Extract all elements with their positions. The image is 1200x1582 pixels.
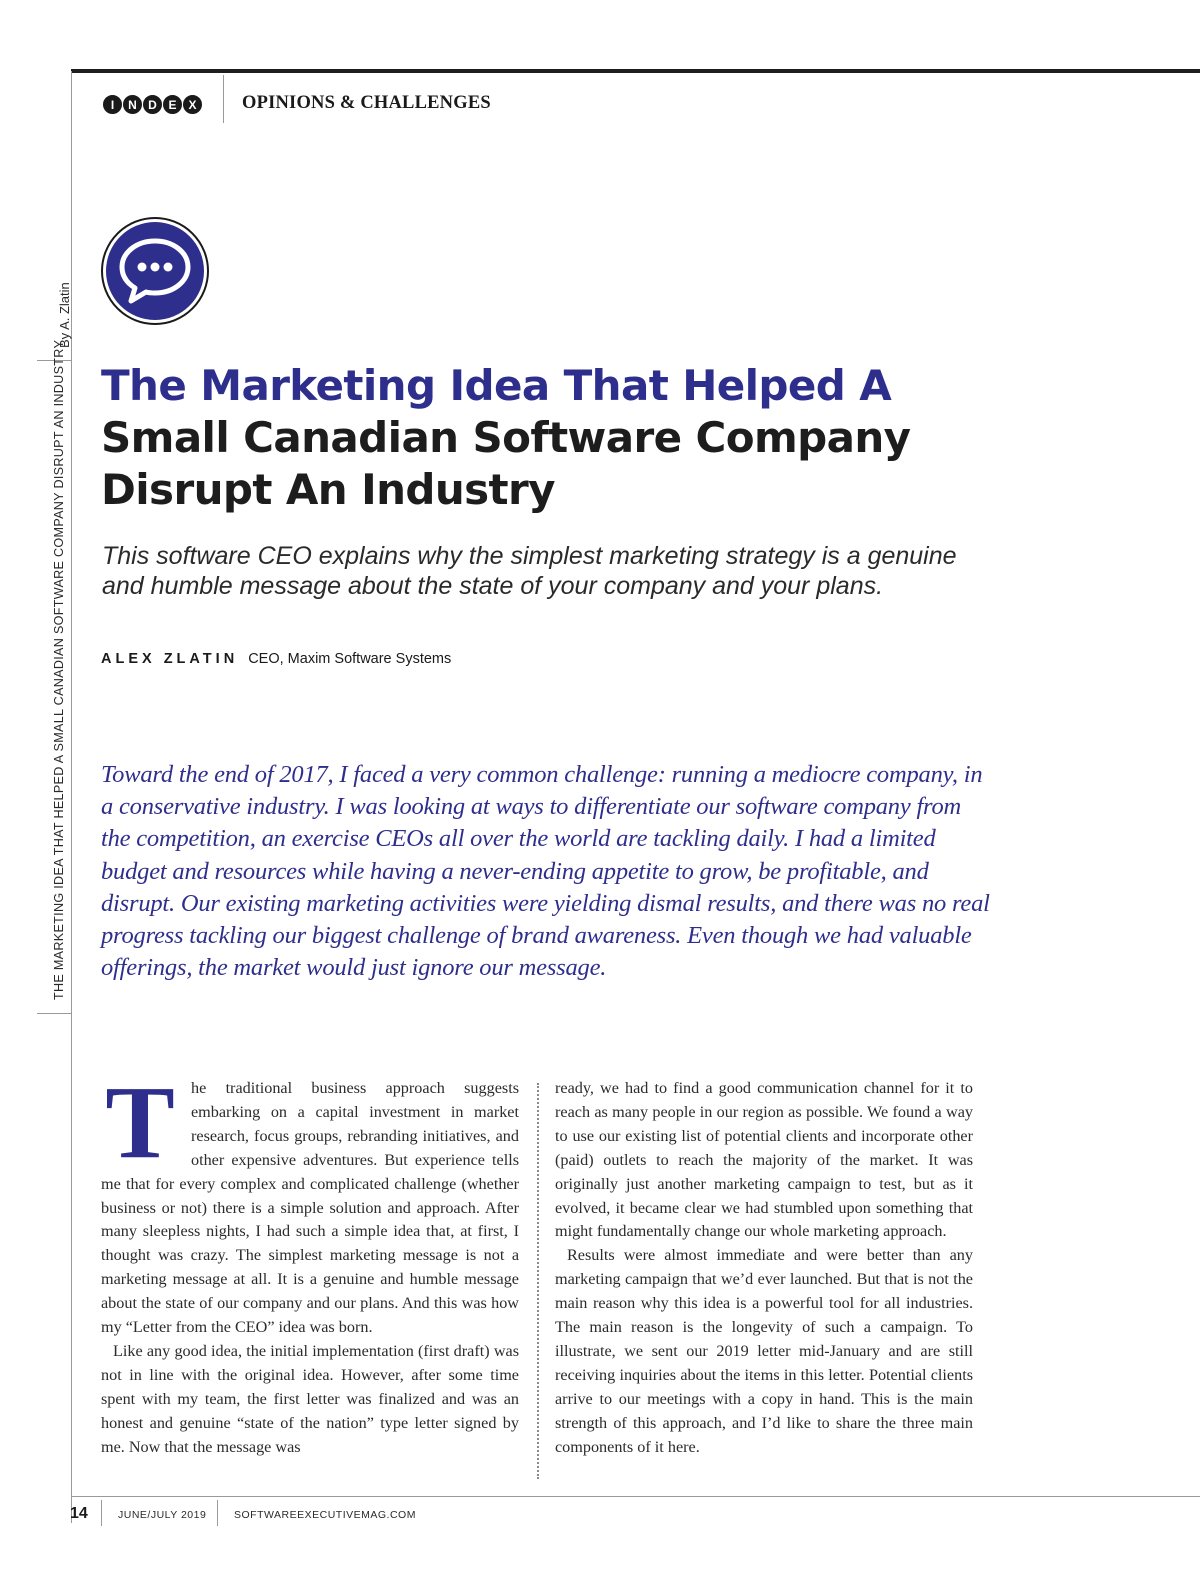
index-letter: E xyxy=(162,94,183,115)
title-line: Disrupt An Industry xyxy=(101,465,555,514)
index-badge[interactable] xyxy=(102,94,202,115)
body-paragraph: Results were almost immediate and were better than any marketing campaign that we’d ever launched. But that is not the main reason why this idea is a powerful tool for all industries. The main reason is the longevity of such a campaign. To illustrate, we sent our 2019 letter mid-January and are still receiving inquiries about the items in this letter. Potential clients arrive to our meetings with a copy in hand. This is the main strength of this approach, and I’d like to share the three main components of it here. xyxy=(555,1246,973,1456)
page-number: 14 xyxy=(70,1505,88,1522)
pull-quote: Toward the end of 2017, I faced a very common challenge: running a mediocre company, in a conservative industry. I was looking at ways to differentiate our software company from the competition, an exercise CEOs all over the world are tackling daily. I had a limited budget and resources while having a never-ending appetite to grow, be profitable, and disrupt. Our existing marketing activities were yielding dismal results, and there was no real progress tackling our biggest challenge of brand awareness. Even though we had valuable offerings, the market would just ignore our message. xyxy=(101,761,990,982)
author-role: CEO, Maxim Software Systems xyxy=(248,651,452,667)
index-letter: N xyxy=(122,94,143,115)
title-line: Small Canadian Software Company xyxy=(101,413,911,462)
index-letter: X xyxy=(182,94,203,115)
top-rule xyxy=(71,69,1200,73)
body-column-right xyxy=(555,1077,973,1460)
byline xyxy=(101,651,451,667)
footer-divider xyxy=(217,1500,218,1526)
side-running-title: THE MARKETING IDEA THAT HELPED A SMALL CANADIAN SOFTWARE COMPANY DISRUPT AN INDUSTRY xyxy=(52,339,66,1000)
body-paragraph: ready, we had to find a good communication channel for it to reach as many people in our region as possible. We found a way to use our existing list of potential clients and incorporate other (paid) outlets to reach the majority of the market. It was originally just another marketing campaign to test, but as it evolved, it became clear we had stumbled upon something that might fundamentally change our whole marketing approach. xyxy=(555,1079,973,1241)
article-subtitle: This software CEO explains why the simplest marketing strategy is a genuine and humble message about the state of your company and your plans. xyxy=(102,542,957,600)
body-paragraph: Like any good idea, the initial implementation (first draft) was not in line with the original idea. However, after some time spent with my team, the first letter was finalized and was an honest and genuine “state of the nation” type letter signed by me. Now that the message was xyxy=(101,1341,519,1456)
index-letter: I xyxy=(102,94,123,115)
column-divider xyxy=(537,1083,539,1479)
body-paragraph: he traditional business approach suggests embarking on a capital investment in market research, focus groups, rebranding initiatives, and other expensive adventures. But experience tells me that for every complex and complicated challenge (whether business or not) there is a simple solution and approach. After many sleepless nights, I had such a simple idea that, at first, I thought was crazy. The simplest marketing message is not a marketing message at all. It is a genuine and humble message about the state of our company and our plans. And this was how my “Letter from the CEO” idea was born. xyxy=(101,1079,519,1337)
drop-cap: T xyxy=(105,1065,175,1180)
website-link[interactable]: SOFTWAREEXECUTIVEMAG.COM xyxy=(234,1509,416,1521)
footer-divider xyxy=(101,1500,102,1526)
article-title xyxy=(101,360,1001,516)
author-name: ALEX ZLATIN xyxy=(101,651,239,667)
side-divider xyxy=(37,1013,71,1014)
footer-rule xyxy=(71,1496,1200,1497)
index-letter: D xyxy=(142,94,163,115)
body-column-left xyxy=(101,1065,519,1460)
title-line-accent: The Marketing Idea That Helped A xyxy=(101,361,892,410)
section-title: OPINIONS & CHALLENGES xyxy=(242,93,491,113)
header-divider xyxy=(223,75,224,123)
chat-bubble-icon xyxy=(100,216,210,326)
issue-date: JUNE/JULY 2019 xyxy=(118,1509,207,1521)
side-author: By A. Zlatin xyxy=(57,282,72,348)
